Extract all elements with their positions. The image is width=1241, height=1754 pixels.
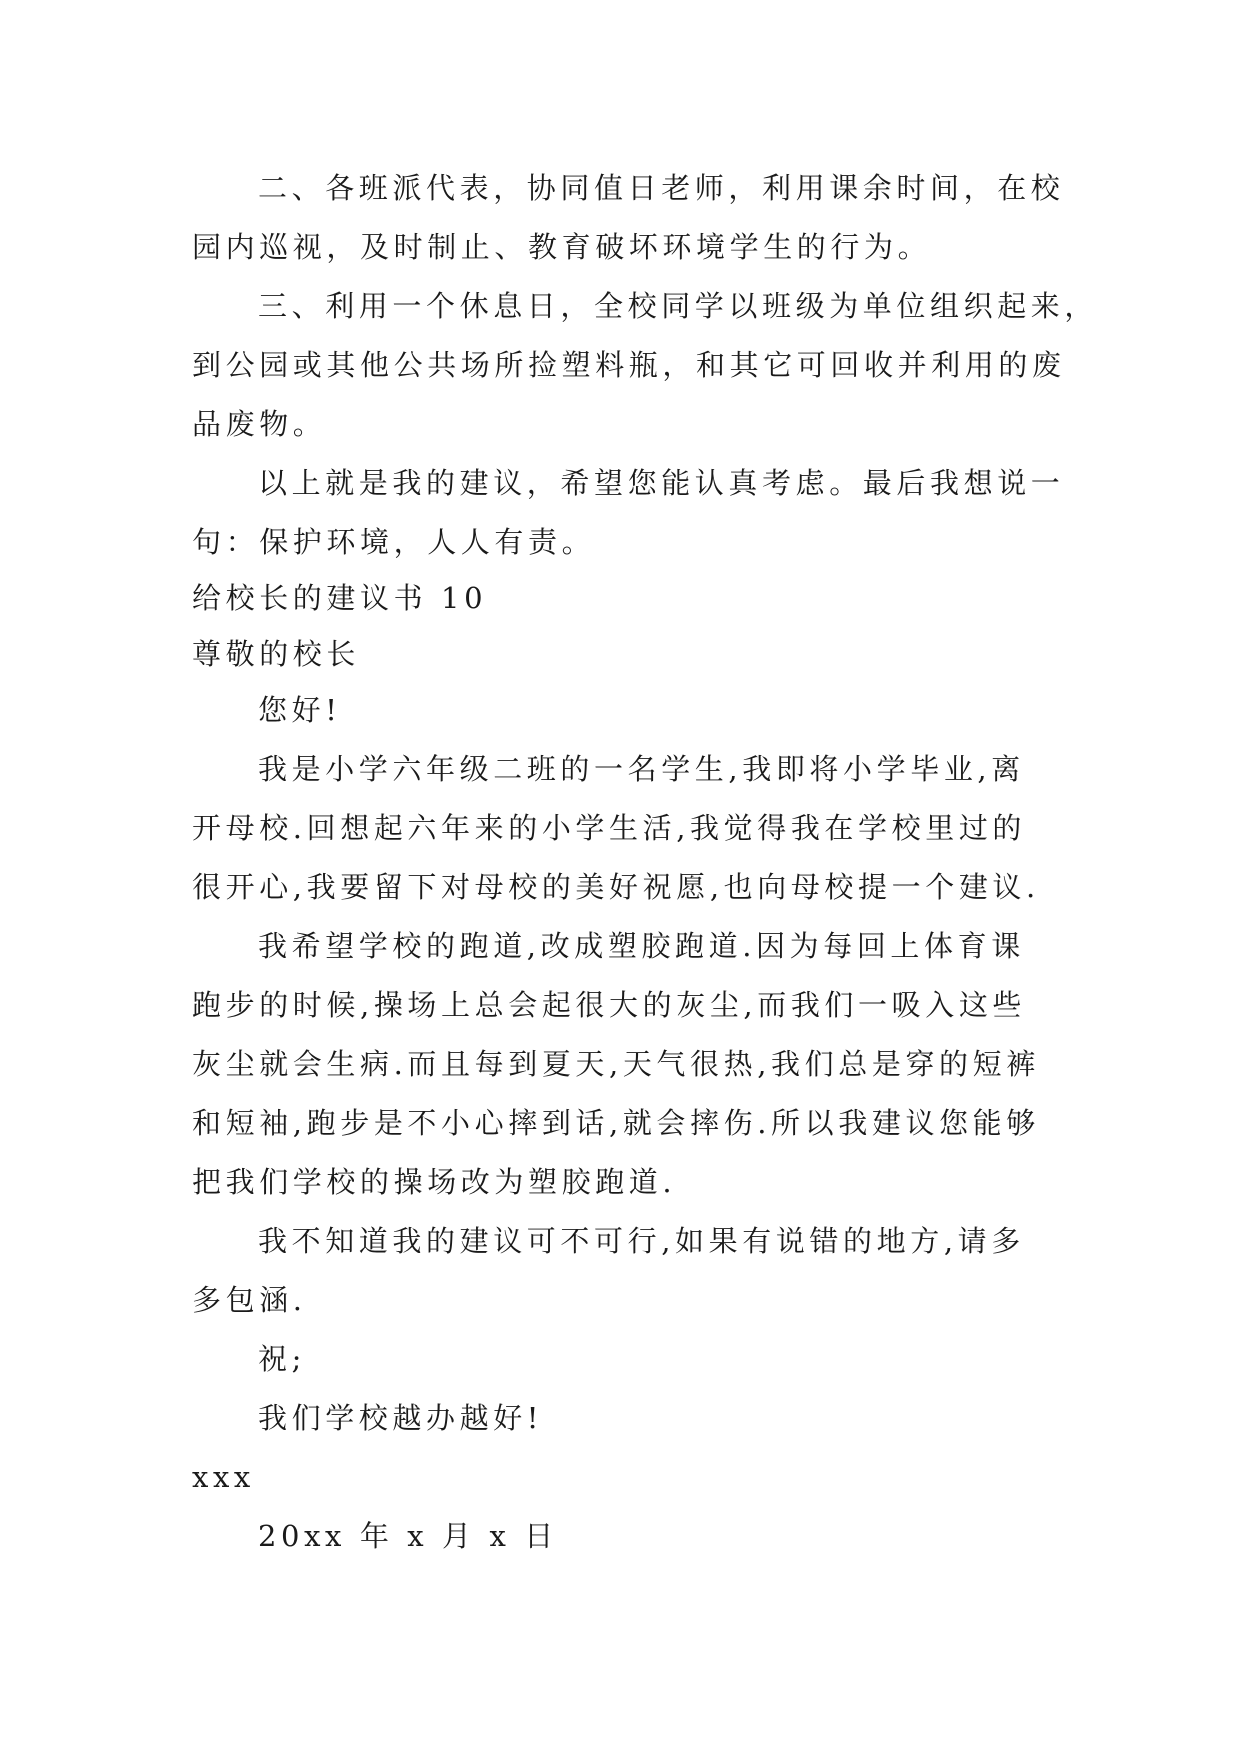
paragraph-line: 品废物。 [192, 407, 327, 441]
signature: xxx [192, 1460, 255, 1494]
paragraph-line: 句：保护环境，人人有责。 [192, 525, 596, 559]
salutation: 尊敬的校长 [192, 637, 361, 671]
paragraph-line: 我不知道我的建议可不可行,如果有说错的地方,请多 [258, 1224, 1025, 1258]
paragraph-line: 把我们学校的操场改为塑胶跑道. [192, 1165, 677, 1199]
paragraph-line: 和短袖,跑步是不小心摔到话,就会摔伤.所以我建议您能够 [192, 1106, 1040, 1140]
paragraph-line: 我是小学六年级二班的一名学生,我即将小学毕业,离 [258, 752, 1025, 786]
greeting: 您好! [258, 693, 342, 727]
paragraph-line: 很开心,我要留下对母校的美好祝愿,也向母校提一个建议. [192, 870, 1040, 904]
paragraph-line: 多包涵. [192, 1283, 307, 1317]
paragraph-line: 跑步的时候,操场上总会起很大的灰尘,而我们一吸入这些 [192, 988, 1027, 1022]
closing-line: 祝; [258, 1342, 306, 1376]
closing-line: 我们学校越办越好! [258, 1401, 544, 1435]
date-line: 20xx 年 x 月 x 日 [258, 1519, 558, 1553]
paragraph-line: 我希望学校的跑道,改成塑胶跑道.因为每回上体育课 [258, 929, 1025, 963]
paragraph-line: 开母校.回想起六年来的小学生活,我觉得我在学校里过的 [192, 811, 1027, 845]
paragraph-line: 灰尘就会生病.而且每到夏天,天气很热,我们总是穿的短裤 [192, 1047, 1040, 1081]
paragraph-line: 以上就是我的建议，希望您能认真考虑。最后我想说一 [258, 466, 1065, 500]
paragraph-line: 二、各班派代表，协同值日老师，利用课余时间，在校 [258, 171, 1065, 205]
paragraph-line: 园内巡视，及时制止、教育破坏环境学生的行为。 [192, 230, 932, 264]
section-heading: 给校长的建议书 10 [192, 581, 488, 615]
paragraph-line: 三、利用一个休息日，全校同学以班级为单位组织起来， [258, 289, 1099, 323]
paragraph-line: 到公园或其他公共场所捡塑料瓶，和其它可回收并利用的废 [192, 348, 1066, 382]
